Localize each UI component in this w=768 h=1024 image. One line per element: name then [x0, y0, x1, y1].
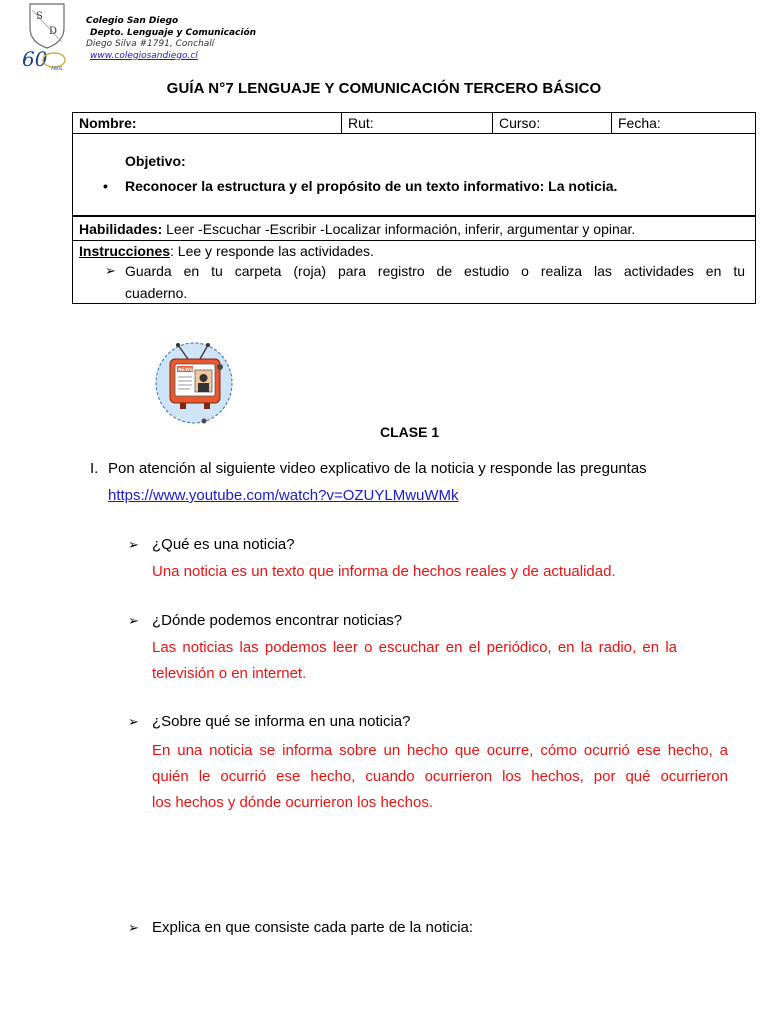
arrow-bullet-icon: ➢	[128, 537, 139, 552]
objective-text: Reconocer la estructura y el propósito de un texto informativo: La noticia.	[125, 178, 618, 194]
logo-letter-d: D	[49, 26, 58, 37]
answer-3-line-3: los hechos y dónde ocurrieron los hechos.	[152, 794, 434, 811]
rut-cell[interactable]	[342, 113, 493, 134]
youtube-video-link[interactable]: https://www.youtube.com/watch?v=OZUYLMwuWMk	[108, 487, 459, 504]
skills-text: Leer -Escuchar -Escribir -Localizar información, inferir, argumentar y opinar.	[162, 221, 636, 237]
answer-1-line-1: Una noticia es un texto que informa de hechos reales y de actualidad.	[152, 563, 616, 580]
rut-label: Rut:	[348, 115, 374, 131]
name-label: Nombre:	[79, 115, 137, 131]
instructions-label: Instrucciones	[79, 243, 171, 259]
school-website-link[interactable]: www.colegiosandiego.cl	[90, 50, 198, 61]
class-heading: CLASE 1	[380, 424, 440, 440]
final-prompt-text: Explica en que consiste cada parte de la noticia:	[152, 919, 474, 936]
objective-label: Objetivo:	[125, 153, 186, 169]
name-cell[interactable]	[73, 113, 342, 134]
instructions-item-line2: cuaderno.	[125, 285, 188, 301]
news-tv-icon	[154, 337, 236, 429]
answer-2-line-1: Las noticias las podemos leer o escuchar en el periódico, en la radio, en la	[152, 639, 677, 656]
logo-anniversary-label: AÑOS	[51, 66, 63, 71]
answer-3	[152, 738, 728, 816]
instructions-box	[72, 241, 756, 304]
school-address: Diego Silva #1791, Conchalí	[86, 39, 215, 49]
course-cell[interactable]	[493, 113, 612, 134]
answer-3-line-1: En una noticia se informa sobre un hecho que ocurre, cómo ocurrió ese hecho, a	[152, 742, 728, 759]
department-name: Depto. Lenguaje y Comunicación	[90, 27, 257, 38]
document-title: GUÍA N°7 LENGUAJE Y COMUNICACIÓN TERCERO BÁSICO	[166, 80, 602, 97]
skills-label: Habilidades:	[79, 221, 163, 237]
arrow-bullet-icon: ➢	[105, 263, 116, 278]
instructions-item-line1: Guarda en tu carpeta (roja) para registro de estudio o realiza las actividades en tu	[125, 263, 745, 279]
question-1-text: ¿Qué es una noticia?	[152, 536, 295, 553]
objective-box	[72, 134, 756, 216]
student-info-table	[72, 112, 756, 134]
objective-bullet: •	[103, 178, 108, 194]
school-info	[86, 16, 256, 62]
skills-box	[72, 216, 756, 241]
answer-3-line-2: quién le ocurrió ese hecho, cuando ocurrieron los hechos, por qué ocurrieron	[152, 768, 728, 785]
instructions-text: : Lee y responde las actividades.	[170, 243, 374, 259]
logo-anniversary: 60	[22, 47, 48, 71]
section-instruction: Pon atención al siguiente video explicativo de la noticia y responde las preguntas	[108, 460, 647, 477]
date-label: Fecha:	[618, 115, 661, 131]
news-caption: NEWS	[178, 368, 194, 373]
school-name: Colegio San Diego	[86, 16, 179, 26]
school-logo	[18, 2, 76, 74]
arrow-bullet-icon: ➢	[128, 613, 139, 628]
question-3-text: ¿Sobre qué se informa en una noticia?	[152, 713, 411, 730]
section-number: I.	[90, 460, 99, 477]
answer-1	[152, 559, 616, 585]
answer-2-line-2: televisión o en internet.	[152, 665, 307, 682]
answer-2	[152, 635, 677, 687]
arrow-bullet-icon: ➢	[128, 714, 139, 729]
question-2-text: ¿Dónde podemos encontrar noticias?	[152, 612, 403, 629]
arrow-bullet-icon: ➢	[128, 920, 139, 935]
logo-letter-s: S	[36, 11, 43, 22]
date-cell[interactable]	[612, 113, 756, 134]
course-label: Curso:	[499, 115, 541, 131]
